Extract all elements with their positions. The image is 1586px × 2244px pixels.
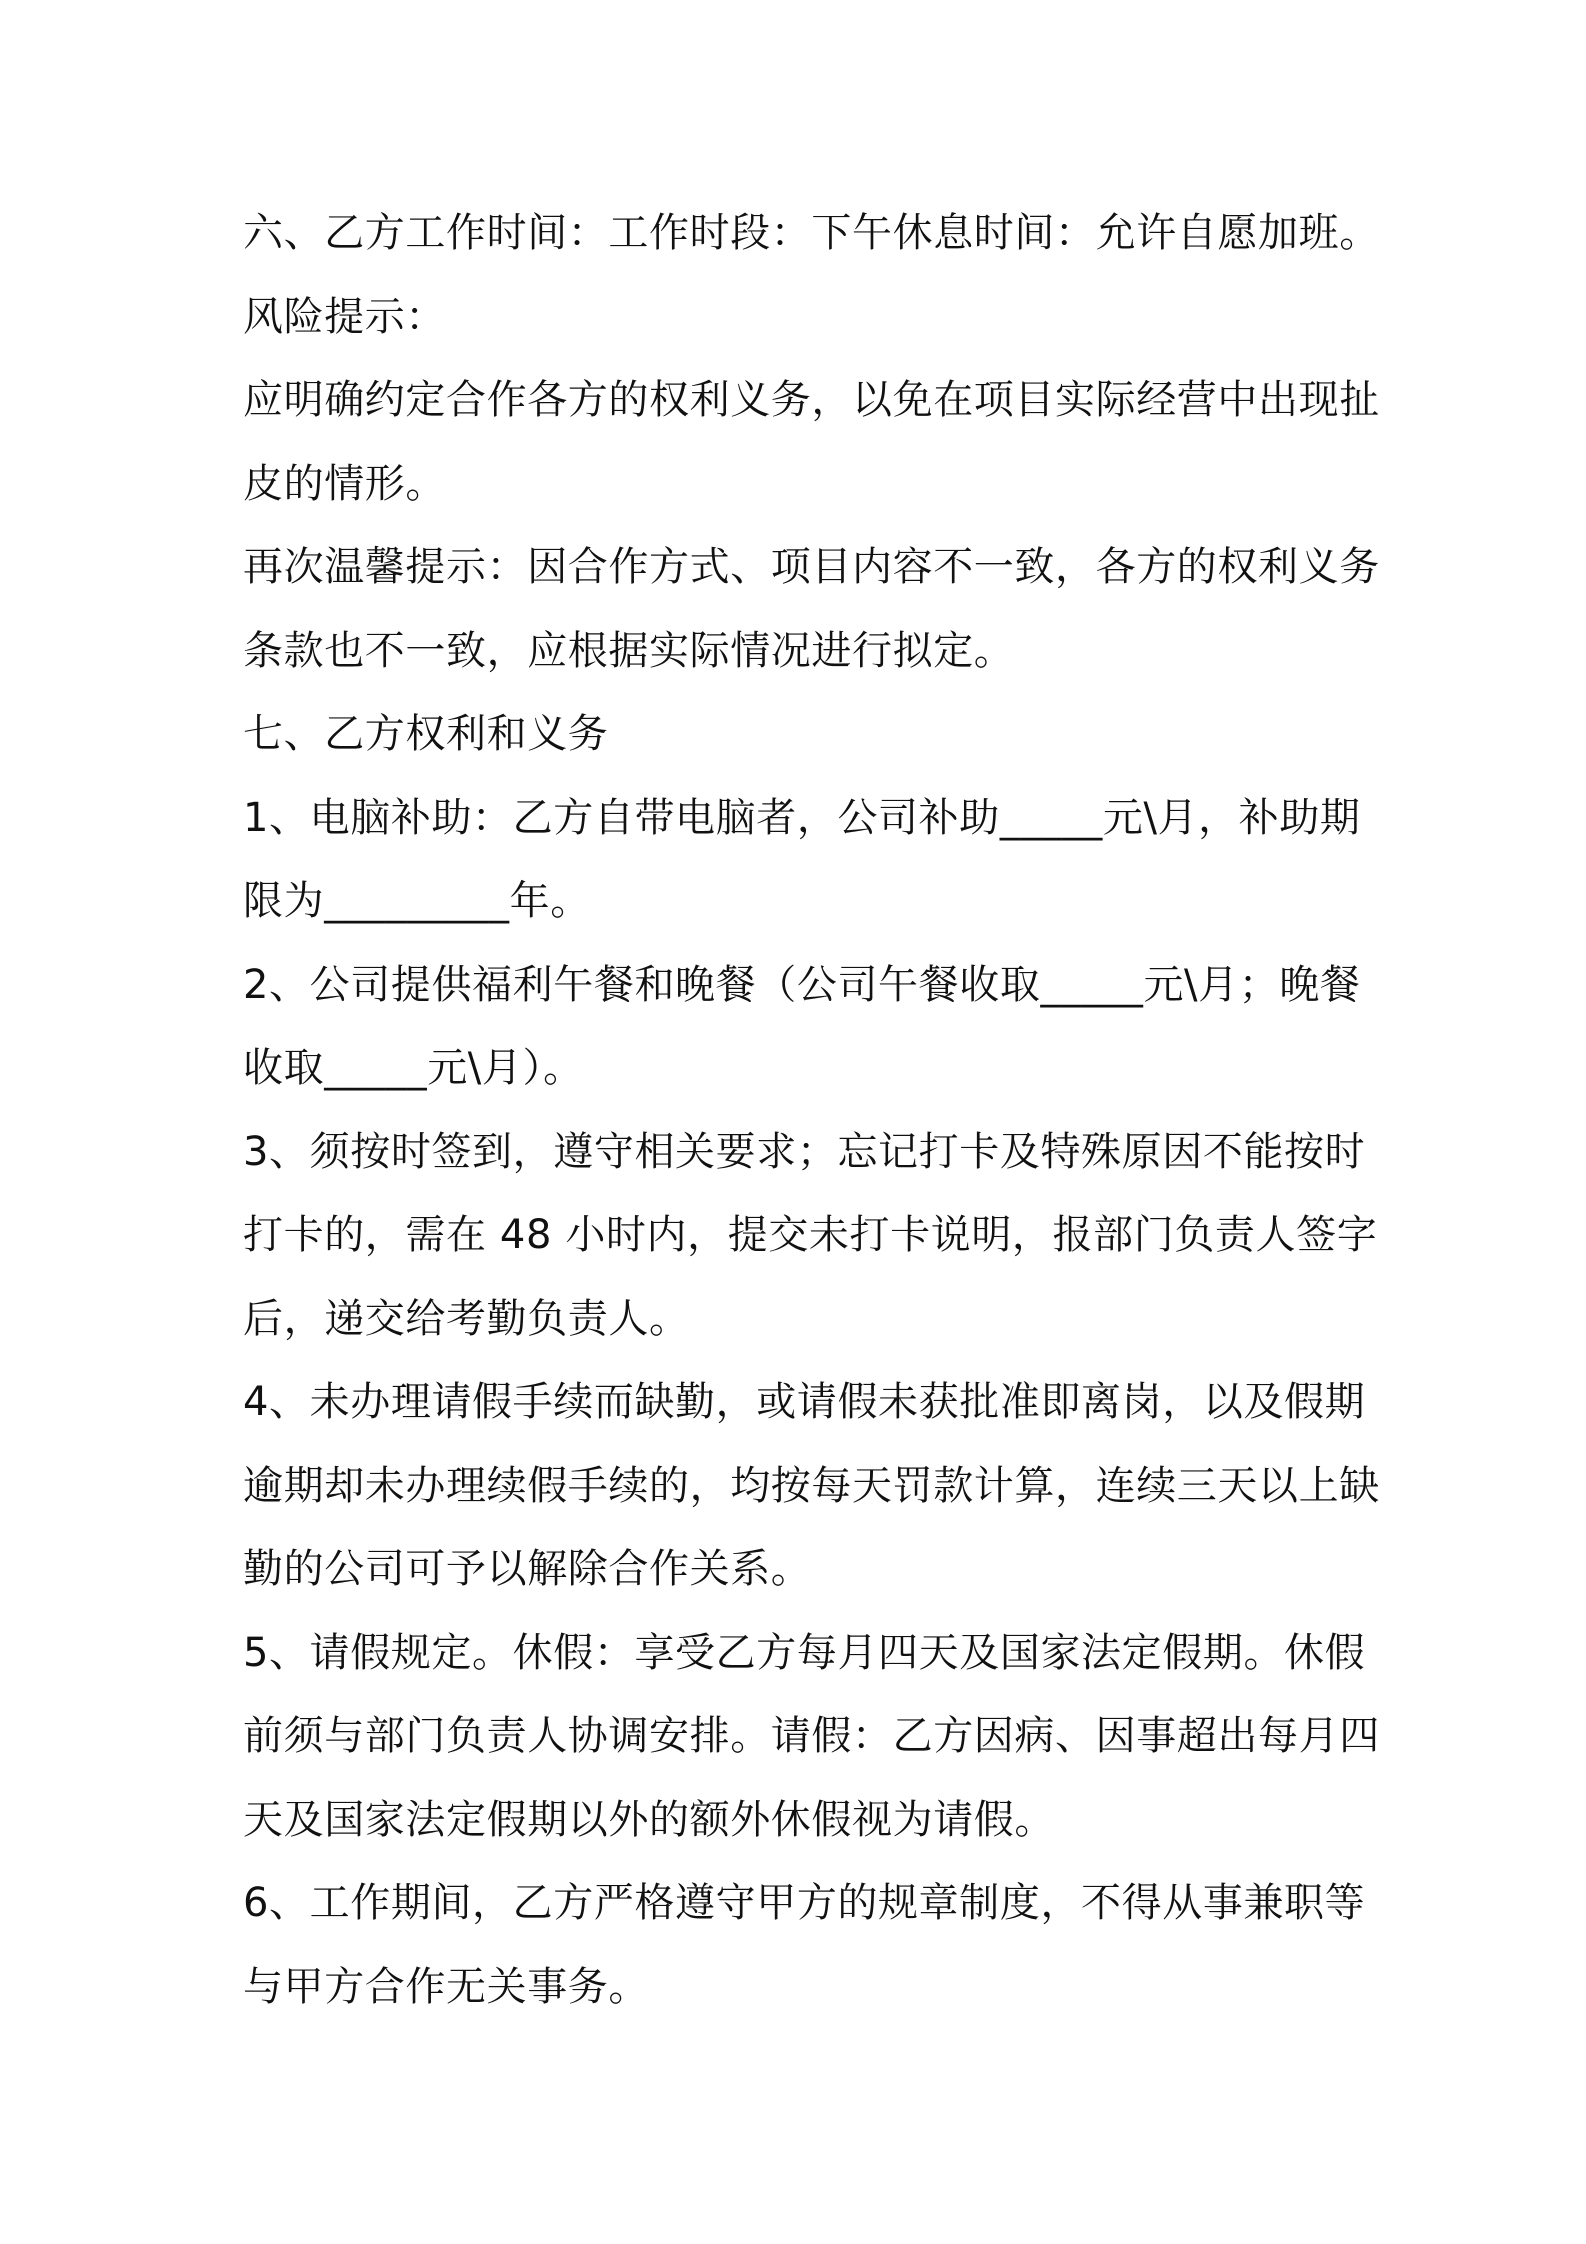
clause-3-line: 打卡的，需在 48 小时内，提交未打卡说明，报部门负责人签字 xyxy=(243,1212,1378,1258)
clause-6-line: 与甲方合作无关事务。 xyxy=(243,1963,649,2010)
clause-3-line: 3、须按时签到，遵守相关要求；忘记打卡及特殊原因不能按时 xyxy=(243,1128,1366,1175)
risk-tip-text-line: 皮的情形。 xyxy=(243,460,446,507)
clause-6-line: 6、工作期间，乙方严格遵守甲方的规章制度，不得从事兼职等 xyxy=(243,1880,1366,1926)
clause-2-line: 收取_____元\月）。 xyxy=(243,1045,584,1091)
clause-5-line: 前须与部门负责人协调安排。请假：乙方因病、因事超出每月四 xyxy=(243,1713,1380,1759)
risk-tip-heading: 风险提示： xyxy=(243,293,446,340)
section-six-line: 六、乙方工作时间：工作时段：下午休息时间：允许自愿加班。 xyxy=(243,210,1380,256)
reminder-text-line: 再次温馨提示：因合作方式、项目内容不一致，各方的权利义务 xyxy=(243,544,1380,590)
section-seven-heading: 七、乙方权利和义务 xyxy=(243,711,609,757)
clause-3-line: 后，递交给考勤负责人。 xyxy=(243,1295,690,1342)
clause-4-line: 4、未办理请假手续而缺勤，或请假未获批准即离岗，以及假期 xyxy=(243,1379,1366,1425)
clause-1-line: 限为_________年。 xyxy=(243,878,591,924)
document-body xyxy=(243,192,1380,2029)
clause-4-line: 逾期却未办理续假手续的，均按每天罚款计算，连续三天以上缺 xyxy=(243,1462,1380,1509)
clause-4-line: 勤的公司可予以解除合作关系。 xyxy=(243,1546,812,1592)
reminder-text-line: 条款也不一致，应根据实际情况进行拟定。 xyxy=(243,627,1015,674)
clause-5-line: 天及国家法定假期以外的额外休假视为请假。 xyxy=(243,1796,1055,1843)
clause-1-line: 1、电脑补助：乙方自带电脑者，公司补助_____元\月，补助期 xyxy=(243,794,1361,841)
risk-tip-text-line: 应明确约定合作各方的权利义务，以免在项目实际经营中出现扯 xyxy=(243,377,1380,423)
clause-2-line: 2、公司提供福利午餐和晚餐（公司午餐收取_____元\月；晚餐 xyxy=(243,961,1361,1008)
clause-5-line: 5、请假规定。休假：享受乙方每月四天及国家法定假期。休假 xyxy=(243,1629,1366,1676)
